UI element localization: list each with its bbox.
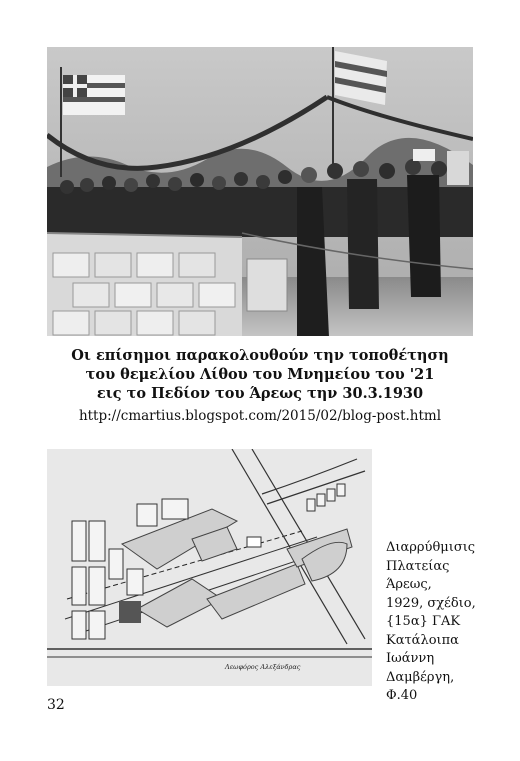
plan-caption-line: Φ.40	[386, 688, 418, 703]
street-label: Λεωφόρος Αλεξάνδρας	[225, 663, 301, 671]
ceremony-photo-illustration	[47, 47, 473, 336]
plan-caption-line: Ιωάννη	[386, 651, 435, 666]
plan-caption-line: 1929, σχέδιο,	[386, 595, 476, 611]
photo-caption-line: Οι επίσημοι παρακολουθούν την τοποθέτηση	[71, 347, 449, 364]
page-number: 32	[47, 697, 65, 713]
plan-caption-line: Κατάλοιπα	[386, 632, 459, 648]
plan-caption-line: Πλατείας	[386, 558, 450, 574]
source-url: http://cmartius.blogspot.com/2015/02/blog-post.html	[78, 408, 442, 424]
plan-caption-line: {15α} ΓΑΚ	[386, 614, 461, 629]
site-plan	[47, 449, 372, 686]
photo-caption-line: του θεμελίου Λίθου του Μνημείου του '21	[85, 366, 435, 383]
plan-caption-line: Διαρρύθμισις	[386, 540, 476, 555]
photo-caption	[40, 346, 480, 403]
plan-caption-line: Άρεως,	[386, 577, 432, 592]
greek-flag-left	[63, 75, 125, 115]
plan-drawing	[47, 449, 372, 686]
plan-caption-line: Δαμβέργη,	[386, 669, 455, 685]
historic-photo	[47, 47, 473, 336]
plan-caption	[386, 539, 486, 706]
photo-caption-line: εις το Πεδίον του Άρεως την 30.3.1930	[96, 385, 424, 402]
